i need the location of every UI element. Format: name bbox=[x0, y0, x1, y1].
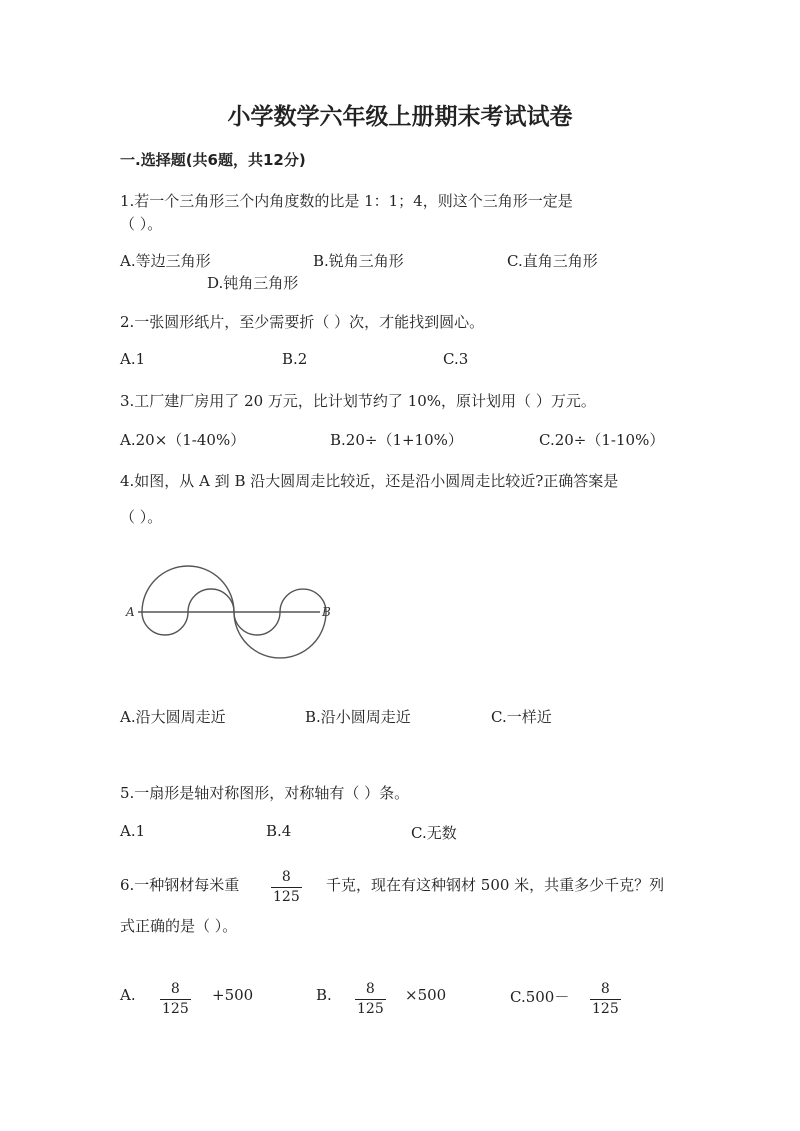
fraction-denominator: 125 bbox=[162, 1001, 189, 1017]
q6-option-b-label: B. bbox=[316, 986, 332, 1004]
q6-option-a-label: A. bbox=[120, 986, 136, 1004]
q6-option-a-rest: +500 bbox=[212, 986, 254, 1004]
q3-option-b: B.20÷（1+10%） bbox=[330, 431, 463, 449]
q5-stem: 5.一扇形是轴对称图形，对称轴有（ ）条。 bbox=[120, 784, 410, 802]
fraction-numerator: 8 bbox=[170, 981, 180, 997]
q6-stem-line2: 式正确的是（ ）。 bbox=[120, 917, 238, 935]
fraction-denominator: 125 bbox=[273, 889, 300, 905]
q4-option-a: A.沿大圆周走近 bbox=[120, 708, 226, 726]
q4-option-c: C.一样近 bbox=[491, 708, 552, 726]
q2-option-c: C.3 bbox=[443, 350, 469, 368]
q6-option-c-fraction bbox=[590, 978, 621, 1018]
q4-circles-figure bbox=[122, 556, 342, 666]
fraction-numerator: 8 bbox=[600, 981, 610, 997]
q1-option-b: B.锐角三角形 bbox=[313, 252, 404, 270]
q5-option-b: B.4 bbox=[266, 822, 292, 840]
fraction-numerator: 8 bbox=[281, 869, 291, 885]
q6-fraction bbox=[271, 866, 302, 906]
q5-option-c: C.无数 bbox=[411, 824, 457, 842]
q4-stem-line1: 4.如图，从 A 到 B 沿大圆周走比较近，还是沿小圆周走比较近?正确答案是 bbox=[120, 472, 619, 490]
q2-option-a: A.1 bbox=[120, 350, 146, 368]
q3-stem: 3.工厂建厂房用了 20 万元，比计划节约了 10%，原计划用（ ）万元。 bbox=[120, 392, 596, 410]
q2-stem: 2.一张圆形纸片，至少需要折（ ）次，才能找到圆心。 bbox=[120, 313, 485, 331]
q6-stem-suffix: 千克，现在有这种钢材 500 米，共重多少千克？列 bbox=[326, 876, 665, 894]
fraction-denominator: 125 bbox=[357, 1001, 384, 1017]
q6-option-b-rest: ×500 bbox=[405, 986, 447, 1004]
q6-stem-prefix: 6.一种钢材每米重 bbox=[120, 876, 240, 894]
q4-stem-line2: （ ）。 bbox=[120, 508, 163, 526]
fraction-denominator: 125 bbox=[592, 1001, 619, 1017]
section-heading: 一.选择题(共6题，共12分) bbox=[120, 151, 306, 169]
fraction-numerator: 8 bbox=[365, 981, 375, 997]
q2-option-b: B.2 bbox=[282, 350, 308, 368]
q3-option-a: A.20×（1-40%） bbox=[120, 431, 246, 449]
q3-option-c: C.20÷（1-10%） bbox=[539, 431, 665, 449]
q1-option-d: D.钝角三角形 bbox=[207, 274, 299, 292]
q6-option-b-fraction bbox=[355, 978, 386, 1018]
q5-option-a: A.1 bbox=[120, 822, 146, 840]
point-a-label: A bbox=[126, 605, 135, 619]
q1-stem-line2: （ ）。 bbox=[120, 215, 163, 233]
page-title: 小学数学六年级上册期末考试试卷 bbox=[227, 104, 573, 130]
q1-option-c: C.直角三角形 bbox=[507, 252, 598, 270]
q6-option-c-label: C.500－ bbox=[510, 988, 570, 1006]
q6-option-a-fraction bbox=[160, 978, 191, 1018]
q1-option-a: A.等边三角形 bbox=[120, 252, 211, 270]
q1-stem-line1: 1.若一个三角形三个内角度数的比是 1：1；4，则这个三角形一定是 bbox=[120, 192, 573, 210]
point-b-label: B bbox=[322, 605, 331, 619]
q4-option-b: B.沿小圆周走近 bbox=[305, 708, 411, 726]
